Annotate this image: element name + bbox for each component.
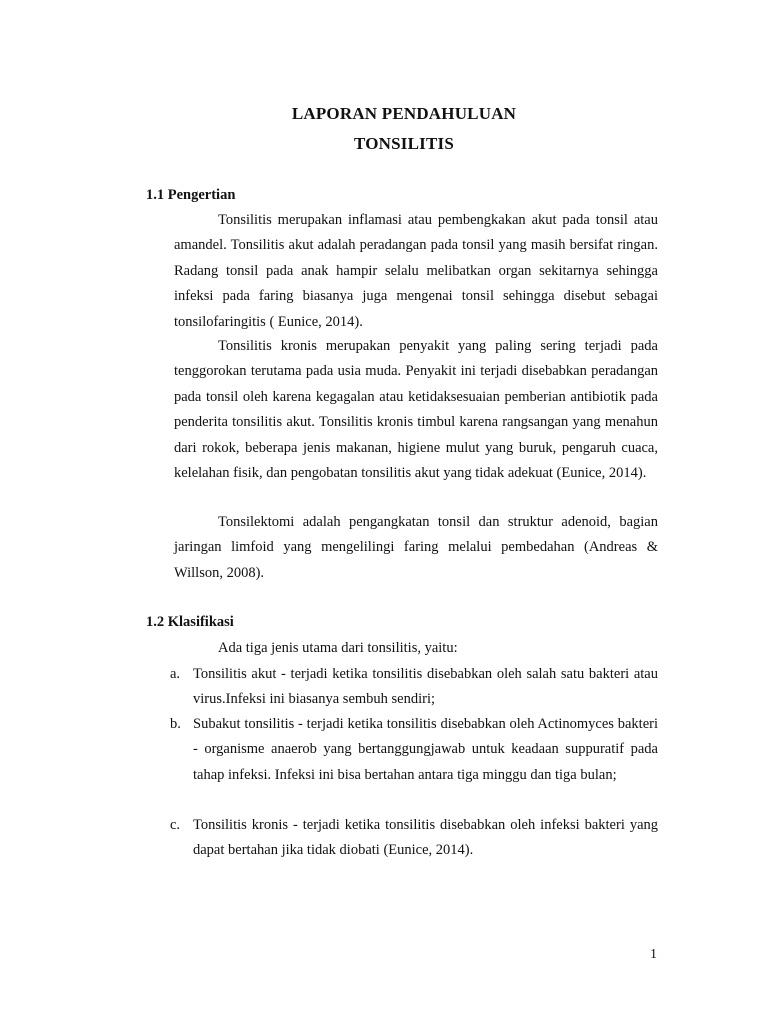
page-number: 1 xyxy=(650,947,657,962)
paragraph-tonsilektomi: Tonsilektomi adalah pengangkatan tonsil dan struktur adenoid, bagian jaringan limfoid yang mengelilingi faring melalui pembedahan (Andreas & Willson, 2008). xyxy=(174,514,658,581)
list-marker: a. xyxy=(170,666,181,682)
document-subtitle: TONSILITIS xyxy=(354,134,454,153)
list-item-text: Subakut tonsilitis - terjadi ketika tonsilitis disebabkan oleh Actinomyces bakteri - organisme anaerob yang bertanggungjawab untuk keadaan suppuratif pada tahap infeksi. Infeksi ini bisa bertahan antara tiga minggu dan tiga bulan; xyxy=(193,716,658,783)
paragraph-tonsilitis-definition: Tonsilitis merupakan inflamasi atau pembengkakan akut pada tonsil atau amandel. Tonsilitis akut adalah peradangan pada tonsil yang masih bersifat ringan. Radang tonsil pada anak hampir selalu melibatkan organ sekitarnya sehingga infeksi pada faring biasanya juga mengenai tonsil sehingga disebut sebagai tonsilofaringitis ( Eunice, 2014). xyxy=(174,212,658,330)
list-marker: b. xyxy=(170,716,181,732)
list-marker: c. xyxy=(170,817,181,833)
list-item-text: Tonsilitis akut - terjadi ketika tonsilitis disebabkan oleh salah satu bakteri atau virus.Infeksi ini biasanya sembuh sendiri; xyxy=(193,666,658,708)
document-title: LAPORAN PENDAHULUAN xyxy=(291,104,517,123)
paragraph-tonsilitis-kronis: Tonsilitis kronis merupakan penyakit yang paling sering terjadi pada tenggorokan terutama pada usia muda. Penyakit ini terjadi disebabkan peradangan pada tonsil oleh karena kegagalan atau ketidaksesuaian pemberian antibiotik pada penderita tonsilitis akut. Tonsilitis kronis timbul karena rangsangan yang menahun dari rokok, beberapa jenis makanan, higiene mulut yang buruk, pengaruh cuaca, kelelahan fisik, dan pengobatan tonsilitis akut yang tidak adekuat (Eunice, 2014). xyxy=(174,338,658,482)
section-heading-klasifikasi: 1.2 Klasifikasi xyxy=(146,614,234,630)
list-intro: Ada tiga jenis utama dari tonsilitis, yaitu: xyxy=(218,640,458,656)
list-item-text: Tonsilitis kronis - terjadi ketika tonsilitis disebabkan oleh infeksi bakteri yang dapat bertahan jika tidak diobati (Eunice, 2014). xyxy=(193,817,658,859)
section-heading-pengertian: 1.1 Pengertian xyxy=(146,187,236,203)
